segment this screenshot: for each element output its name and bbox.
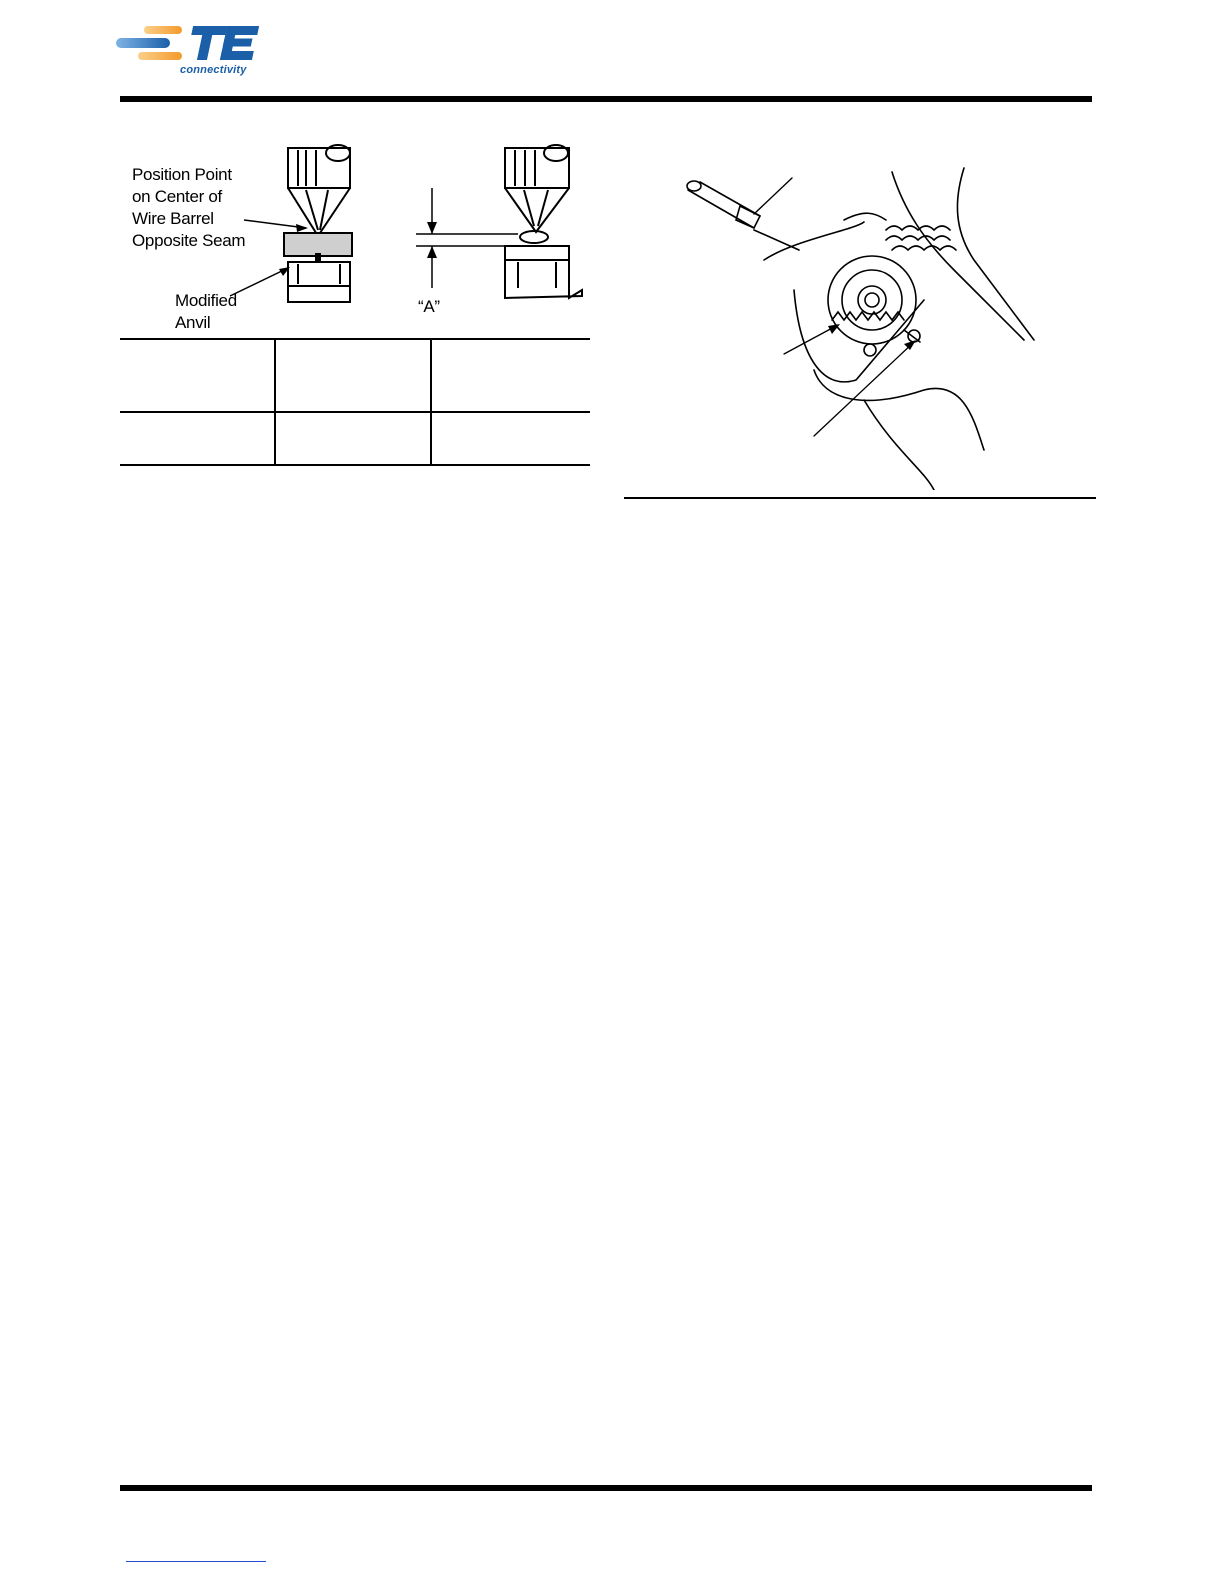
crimp-height-figure [120,138,590,338]
callout-anvil-line-2: Anvil [175,313,211,332]
crimp-tool-ratchet-diagram [624,150,1096,490]
table-cell [431,339,590,412]
callout-position-line-3: Wire Barrel [132,209,214,228]
logo-tagline: connectivity [180,64,247,76]
footer-rule [120,1485,1092,1491]
figure-rule [624,497,1096,499]
callout-position-line-4: Opposite Seam [132,231,246,250]
callout-anvil-line-1: Modified [175,291,237,310]
callout-position-line-1: Position Point [132,165,232,184]
callout-position-line-2: on Center of [132,187,222,206]
dimension-a-label: “A” [418,297,440,316]
table-cell [120,412,275,465]
crimp-height-table [120,338,590,466]
table-cell [275,339,431,412]
table-row [120,339,590,412]
table-row [120,412,590,465]
table-cell [431,412,590,465]
header-rule [120,96,1092,102]
table-cell [275,412,431,465]
table-cell [120,339,275,412]
footer-link-underline[interactable] [126,1561,266,1562]
te-connectivity-logo [116,22,266,84]
tool-adjustment-figure [624,150,1096,490]
